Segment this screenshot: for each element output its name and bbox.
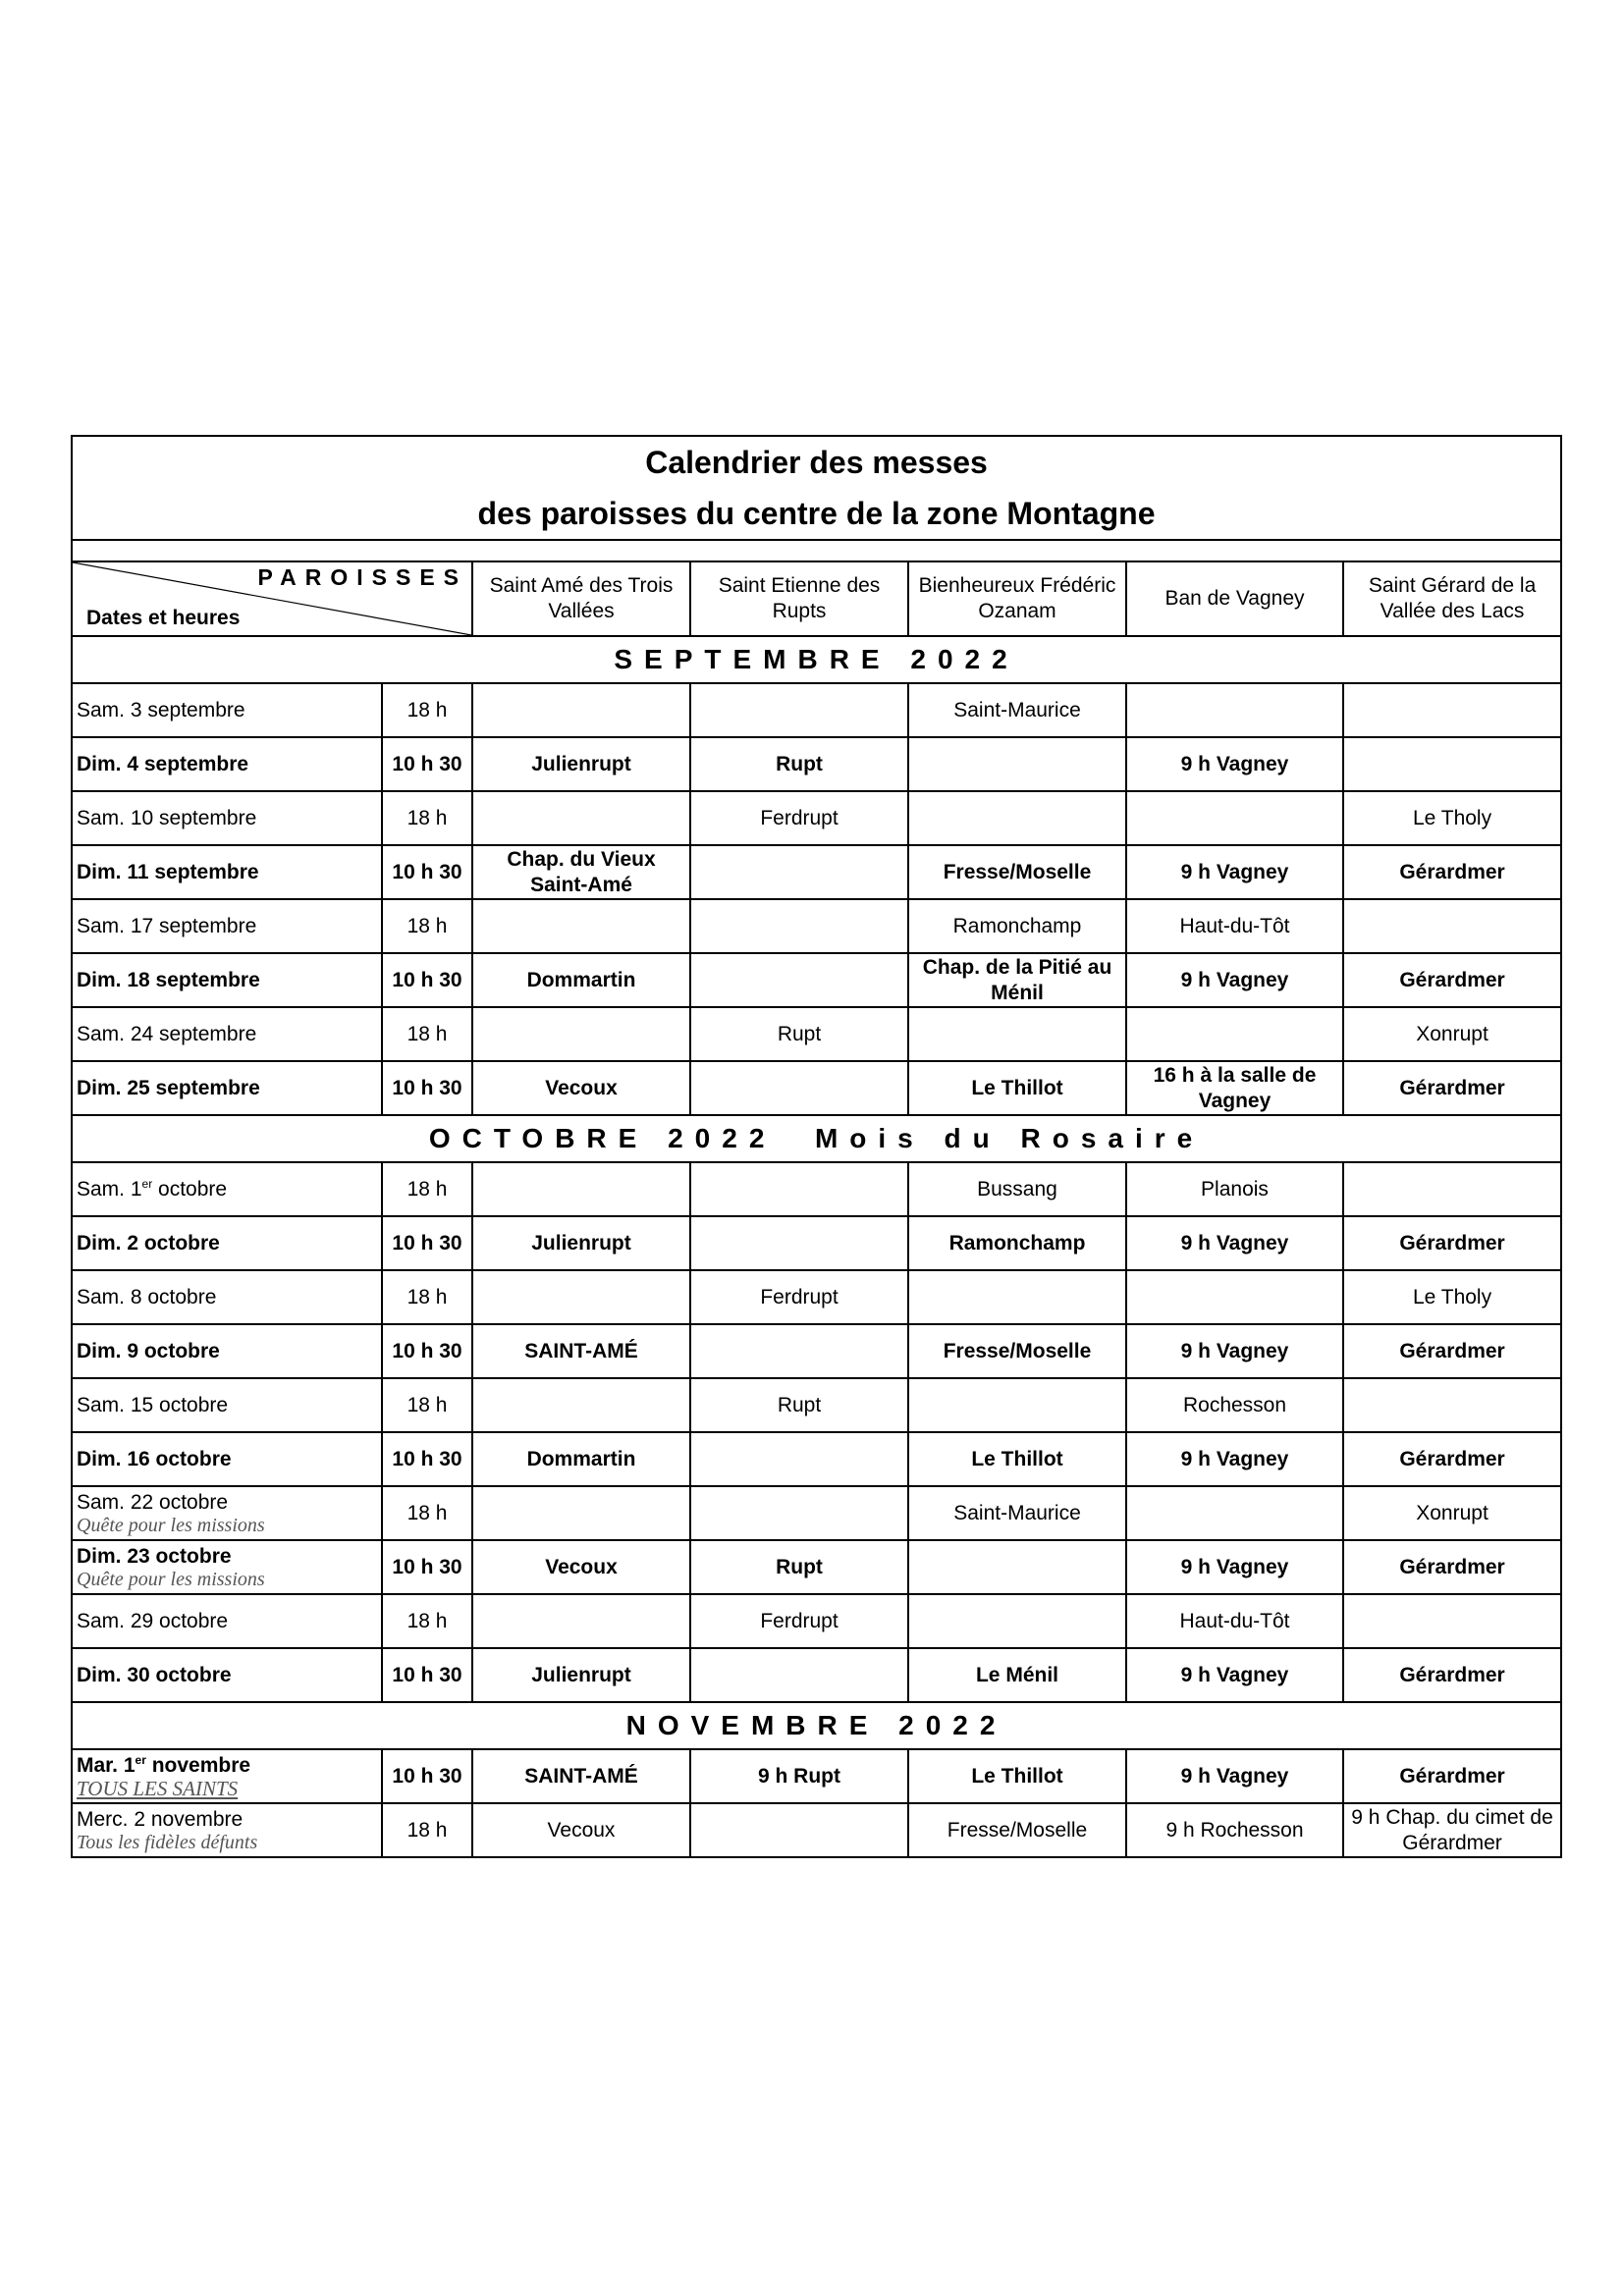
- parish-cell: [1343, 683, 1561, 737]
- time-cell: 10 h 30: [382, 1749, 472, 1803]
- date-note: Quête pour les missions: [77, 1568, 265, 1590]
- schedule-row: [72, 737, 1561, 791]
- parish-cell: [908, 1594, 1126, 1648]
- parish-cell: 9 h Vagney: [1126, 953, 1343, 1007]
- time-cell: 10 h 30: [382, 845, 472, 899]
- mass-calendar: [71, 435, 1560, 1858]
- date-cell: [72, 683, 382, 737]
- time-cell: 10 h 30: [382, 1061, 472, 1115]
- parish-cell: Dommartin: [472, 953, 690, 1007]
- calendar-title: [72, 436, 1561, 540]
- time-cell: 10 h 30: [382, 737, 472, 791]
- parish-cell: [472, 1162, 690, 1216]
- date-text: Sam. 22 octobre: [77, 1490, 229, 1514]
- parish-cell: [472, 899, 690, 953]
- date-text: Sam. 24 septembre: [77, 1022, 257, 1045]
- parish-cell: 9 h Vagney: [1126, 845, 1343, 899]
- date-cell: [72, 1486, 382, 1540]
- parish-cell: Fresse/Moselle: [908, 1803, 1126, 1857]
- parish-cell: Rupt: [690, 737, 908, 791]
- parish-cell: Dommartin: [472, 1432, 690, 1486]
- schedule-row: [72, 1594, 1561, 1648]
- schedule-row: [72, 1540, 1561, 1594]
- date-text: Sam. 8 octobre: [77, 1285, 217, 1308]
- parish-cell: Gérardmer: [1343, 1324, 1561, 1378]
- parish-cell: 9 h Rochesson: [1126, 1803, 1343, 1857]
- schedule-row: [72, 1378, 1561, 1432]
- schedule-row: [72, 1061, 1561, 1115]
- parish-cell: Vecoux: [472, 1061, 690, 1115]
- parish-cell: [472, 1486, 690, 1540]
- parish-header: Bienheureux Frédéric Ozanam: [908, 561, 1126, 636]
- date-text: Dim. 11 septembre: [77, 860, 259, 883]
- parish-cell: Ferdrupt: [690, 791, 908, 845]
- parish-cell: [908, 1378, 1126, 1432]
- parish-cell: [1343, 1378, 1561, 1432]
- parish-cell: [908, 737, 1126, 791]
- date-text: Merc. 2 novembre: [77, 1807, 244, 1831]
- time-cell: 18 h: [382, 1162, 472, 1216]
- title-line-1: Calendrier des messes: [645, 445, 988, 480]
- date-cell: [72, 1749, 382, 1803]
- date-suffix: novembre: [145, 1753, 251, 1777]
- date-cell: [72, 1540, 382, 1594]
- parish-cell: [1343, 899, 1561, 953]
- date-cell: [72, 845, 382, 899]
- parish-cell: 9 h Vagney: [1126, 1540, 1343, 1594]
- date-text: Dim. 18 septembre: [77, 968, 260, 991]
- date-cell: [72, 1162, 382, 1216]
- parish-cell: Julienrupt: [472, 1216, 690, 1270]
- date-text: Sam. 10 septembre: [77, 806, 257, 829]
- date-text: Dim. 16 octobre: [77, 1447, 232, 1470]
- parish-cell: Ramonchamp: [908, 899, 1126, 953]
- time-cell: 18 h: [382, 1486, 472, 1540]
- month-label: NOVEMBRE 2022: [72, 1702, 1561, 1749]
- date-cell: [72, 1803, 382, 1857]
- parish-cell: Haut-du-Tôt: [1126, 899, 1343, 953]
- parish-cell: [472, 791, 690, 845]
- parish-cell: [690, 1486, 908, 1540]
- parish-cell: [690, 1216, 908, 1270]
- parish-cell: [472, 683, 690, 737]
- parish-cell: Saint-Maurice: [908, 1486, 1126, 1540]
- date-cell: [72, 1378, 382, 1432]
- parish-cell: [690, 1432, 908, 1486]
- date-text: Dim. 30 octobre: [77, 1663, 232, 1686]
- time-cell: 10 h 30: [382, 1324, 472, 1378]
- time-cell: 10 h 30: [382, 1432, 472, 1486]
- time-cell: 10 h 30: [382, 953, 472, 1007]
- parish-cell: Julienrupt: [472, 737, 690, 791]
- time-cell: 18 h: [382, 1594, 472, 1648]
- parish-cell: Le Thillot: [908, 1432, 1126, 1486]
- schedule-row: [72, 1648, 1561, 1702]
- parish-cell: [908, 1007, 1126, 1061]
- parish-cell: [1126, 683, 1343, 737]
- date-text: Sam. 17 septembre: [77, 914, 257, 937]
- parish-cell: [1126, 1486, 1343, 1540]
- time-cell: 10 h 30: [382, 1540, 472, 1594]
- parish-cell: [472, 1007, 690, 1061]
- parish-cell: 9 h Vagney: [1126, 1324, 1343, 1378]
- parish-cell: Ramonchamp: [908, 1216, 1126, 1270]
- parish-cell: Xonrupt: [1343, 1007, 1561, 1061]
- parish-cell: Rupt: [690, 1540, 908, 1594]
- schedule-row: [72, 1486, 1561, 1540]
- parish-cell: [1343, 1594, 1561, 1648]
- time-cell: 18 h: [382, 1270, 472, 1324]
- parish-cell: 9 h Vagney: [1126, 1648, 1343, 1702]
- parish-cell: [908, 1270, 1126, 1324]
- parish-cell: Le Ménil: [908, 1648, 1126, 1702]
- parish-cell: [1126, 1270, 1343, 1324]
- parish-cell: Ferdrupt: [690, 1270, 908, 1324]
- spacer-row: [72, 540, 1561, 561]
- date-cell: [72, 737, 382, 791]
- parish-cell: Gérardmer: [1343, 845, 1561, 899]
- date-text: [77, 1178, 377, 1201]
- schedule-row: [72, 683, 1561, 737]
- parish-cell: Rochesson: [1126, 1378, 1343, 1432]
- schedule-row: [72, 1162, 1561, 1216]
- date-prefix: Sam. 1: [77, 1177, 142, 1201]
- date-suffix: octobre: [152, 1177, 228, 1201]
- date-text: Dim. 2 octobre: [77, 1231, 220, 1255]
- date-text: Dim. 25 septembre: [77, 1076, 260, 1099]
- parish-cell: Rupt: [690, 1378, 908, 1432]
- date-text: Dim. 23 octobre: [77, 1544, 232, 1568]
- time-cell: 18 h: [382, 791, 472, 845]
- time-cell: 18 h: [382, 899, 472, 953]
- date-cell: [72, 1007, 382, 1061]
- date-cell: [72, 1270, 382, 1324]
- parish-cell: [472, 1594, 690, 1648]
- time-cell: 18 h: [382, 1378, 472, 1432]
- paroisses-label: PAROISSES: [257, 564, 467, 590]
- parish-cell: [690, 683, 908, 737]
- time-cell: 18 h: [382, 1007, 472, 1061]
- schedule-row: [72, 1749, 1561, 1803]
- time-cell: 18 h: [382, 683, 472, 737]
- time-cell: 10 h 30: [382, 1648, 472, 1702]
- date-text: Sam. 29 octobre: [77, 1609, 229, 1632]
- schedule-row: [72, 1803, 1561, 1857]
- parish-cell: Gérardmer: [1343, 1216, 1561, 1270]
- parish-cell: Saint-Maurice: [908, 683, 1126, 737]
- date-note: TOUS LES SAINTS: [77, 1776, 239, 1800]
- parish-cell: Fresse/Moselle: [908, 845, 1126, 899]
- date-text: Dim. 4 septembre: [77, 752, 249, 775]
- parish-cell: Chap. du Vieux Saint-Amé: [472, 845, 690, 899]
- date-cell: [72, 953, 382, 1007]
- date-cell: [72, 1594, 382, 1648]
- date-cell: [72, 1324, 382, 1378]
- date-cell: [72, 1216, 382, 1270]
- parish-cell: 9 h Vagney: [1126, 1432, 1343, 1486]
- parish-cell: Ferdrupt: [690, 1594, 908, 1648]
- parish-cell: [690, 1324, 908, 1378]
- parish-cell: [472, 1378, 690, 1432]
- parish-cell: Gérardmer: [1343, 1648, 1561, 1702]
- date-cell: [72, 1648, 382, 1702]
- parish-cell: [1126, 791, 1343, 845]
- title-line-2: des paroisses du centre de la zone Montagne: [477, 496, 1156, 531]
- parish-cell: Rupt: [690, 1007, 908, 1061]
- parish-cell: [908, 791, 1126, 845]
- date-text: Dim. 9 octobre: [77, 1339, 220, 1362]
- schedule-row: [72, 845, 1561, 899]
- parish-cell: [1343, 737, 1561, 791]
- parish-cell: [472, 1270, 690, 1324]
- parish-cell: 9 h Chap. du cimet de Gérardmer: [1343, 1803, 1561, 1857]
- time-cell: 18 h: [382, 1803, 472, 1857]
- parish-cell: Le Thillot: [908, 1061, 1126, 1115]
- schedule-row: [72, 1007, 1561, 1061]
- parish-cell: Fresse/Moselle: [908, 1324, 1126, 1378]
- date-note: Quête pour les missions: [77, 1514, 265, 1536]
- date-text: Sam. 3 septembre: [77, 698, 245, 721]
- month-row: [72, 636, 1561, 683]
- date-superscript: er: [135, 1752, 146, 1767]
- parish-cell: Bussang: [908, 1162, 1126, 1216]
- parish-cell: Gérardmer: [1343, 1749, 1561, 1803]
- parish-header: Ban de Vagney: [1126, 561, 1343, 636]
- parish-cell: Julienrupt: [472, 1648, 690, 1702]
- date-note: Tous les fidèles défunts: [77, 1831, 258, 1853]
- parish-cell: Haut-du-Tôt: [1126, 1594, 1343, 1648]
- date-cell: [72, 1061, 382, 1115]
- month-row: [72, 1702, 1561, 1749]
- schedule-row: [72, 1324, 1561, 1378]
- parish-cell: Vecoux: [472, 1803, 690, 1857]
- parish-cell: Vecoux: [472, 1540, 690, 1594]
- parish-cell: [690, 953, 908, 1007]
- schedule-row: [72, 1270, 1561, 1324]
- parish-cell: Chap. de la Pitié au Ménil: [908, 953, 1126, 1007]
- parish-header: Saint Gérard de la Vallée des Lacs: [1343, 561, 1561, 636]
- parish-cell: [690, 1648, 908, 1702]
- date-prefix: Mar. 1: [77, 1753, 135, 1777]
- schedule-row: [72, 1432, 1561, 1486]
- date-cell: [72, 899, 382, 953]
- parish-cell: 9 h Vagney: [1126, 737, 1343, 791]
- parish-cell: [908, 1540, 1126, 1594]
- parish-cell: Le Thillot: [908, 1749, 1126, 1803]
- date-cell: [72, 1432, 382, 1486]
- schedule-row: [72, 899, 1561, 953]
- month-row: [72, 1115, 1561, 1162]
- parish-cell: [690, 1162, 908, 1216]
- dates-heures-label: Dates et heures: [86, 607, 241, 629]
- parish-cell: Gérardmer: [1343, 1061, 1561, 1115]
- parish-header: Saint Amé des Trois Vallées: [472, 561, 690, 636]
- schedule-row: [72, 791, 1561, 845]
- parish-cell: [690, 1803, 908, 1857]
- parish-cell: Gérardmer: [1343, 953, 1561, 1007]
- date-text: Sam. 15 octobre: [77, 1393, 229, 1416]
- parish-cell: SAINT-AMÉ: [472, 1324, 690, 1378]
- parish-cell: Gérardmer: [1343, 1540, 1561, 1594]
- parish-cell: Gérardmer: [1343, 1432, 1561, 1486]
- header-row: [72, 561, 1561, 636]
- parish-cell: [1343, 1162, 1561, 1216]
- date-cell: [72, 791, 382, 845]
- parish-cell: [690, 1061, 908, 1115]
- month-label: OCTOBRE 2022 Mois du Rosaire: [72, 1115, 1561, 1162]
- time-cell: 10 h 30: [382, 1216, 472, 1270]
- schedule-row: [72, 953, 1561, 1007]
- parish-cell: Xonrupt: [1343, 1486, 1561, 1540]
- dates-paroisses-corner: [72, 561, 472, 636]
- date-superscript: er: [141, 1176, 153, 1191]
- parish-cell: Le Tholy: [1343, 1270, 1561, 1324]
- month-label: SEPTEMBRE 2022: [72, 636, 1561, 683]
- mass-schedule-table: [71, 435, 1562, 1858]
- parish-cell: [1126, 1007, 1343, 1061]
- parish-cell: [690, 845, 908, 899]
- schedule-row: [72, 1216, 1561, 1270]
- parish-cell: 16 h à la salle de Vagney: [1126, 1061, 1343, 1115]
- parish-cell: 9 h Vagney: [1126, 1216, 1343, 1270]
- parish-header: Saint Etienne des Rupts: [690, 561, 908, 636]
- parish-cell: 9 h Vagney: [1126, 1749, 1343, 1803]
- parish-cell: SAINT-AMÉ: [472, 1749, 690, 1803]
- parish-cell: Le Tholy: [1343, 791, 1561, 845]
- parish-cell: Planois: [1126, 1162, 1343, 1216]
- parish-cell: 9 h Rupt: [690, 1749, 908, 1803]
- parish-cell: [690, 899, 908, 953]
- date-text: [77, 1754, 377, 1778]
